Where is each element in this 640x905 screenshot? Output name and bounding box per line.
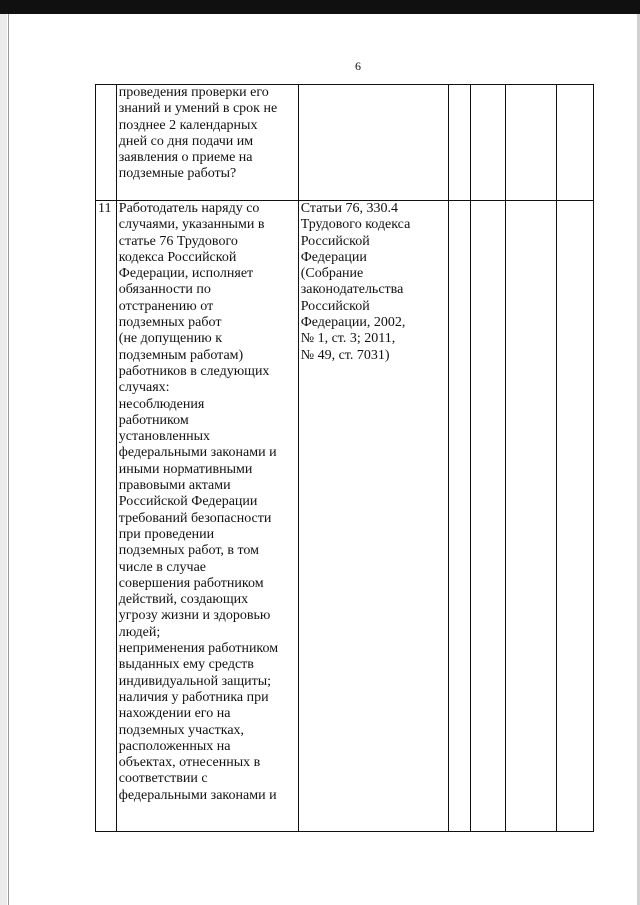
answer-cell-no (471, 85, 505, 201)
requirement-cell (116, 85, 298, 201)
row-number-cell (96, 85, 117, 201)
table-row (96, 85, 594, 201)
answer-cell-yes (449, 85, 471, 201)
scan-top-border (0, 0, 640, 14)
scan-left-margin (0, 14, 7, 905)
reference-cell (298, 85, 449, 201)
row-number-cell: 11 (96, 201, 117, 832)
requirement-text: проведения проверки его знаний и умений в срок не позднее 2 календарных дней со дня подачи им заявления о приеме на подземные работы? (118, 85, 278, 182)
requirement-text: Работодатель наряду со случаями, указанными в статье 76 Трудового кодекса Российской Федерации, исполняет обязанности по отстранению от подземных работ (не допущению к подземным работам) работников в следующих случаях: несоблюдения работником установленных федеральными законами и иными нормативными правовыми актами Российской Федерации требований безопасности при проведении подземных работ, в том числе в случае совершения работником действий, создающих угрозу жизни и здоровью людей; неприменения работником выданных ему средств индивидуальной защиты; наличия у работника при нахождении его на подземных участках, расположенных на объектах, отнесенных в соответствии с федеральными законами и (118, 201, 279, 803)
answer-cell-not-applicable (505, 201, 556, 832)
notes-cell (556, 85, 593, 201)
reference-cell (298, 201, 449, 832)
scan-left-edge-line (8, 14, 9, 905)
notes-cell (556, 201, 593, 832)
answer-cell-yes (449, 201, 471, 832)
reference-text: Статьи 76, 330.4 Трудового кодекса Российской Федерации (Собрание законодательства Российской Федерации, 2002, № 1, ст. 3; 2011, № 49, ст. 7031) (300, 201, 411, 363)
requirement-cell (116, 201, 298, 832)
checklist-table (95, 84, 594, 832)
page-number: 6 (355, 59, 361, 73)
answer-cell-no (471, 201, 505, 832)
table-row (96, 201, 594, 832)
answer-cell-not-applicable (505, 85, 556, 201)
